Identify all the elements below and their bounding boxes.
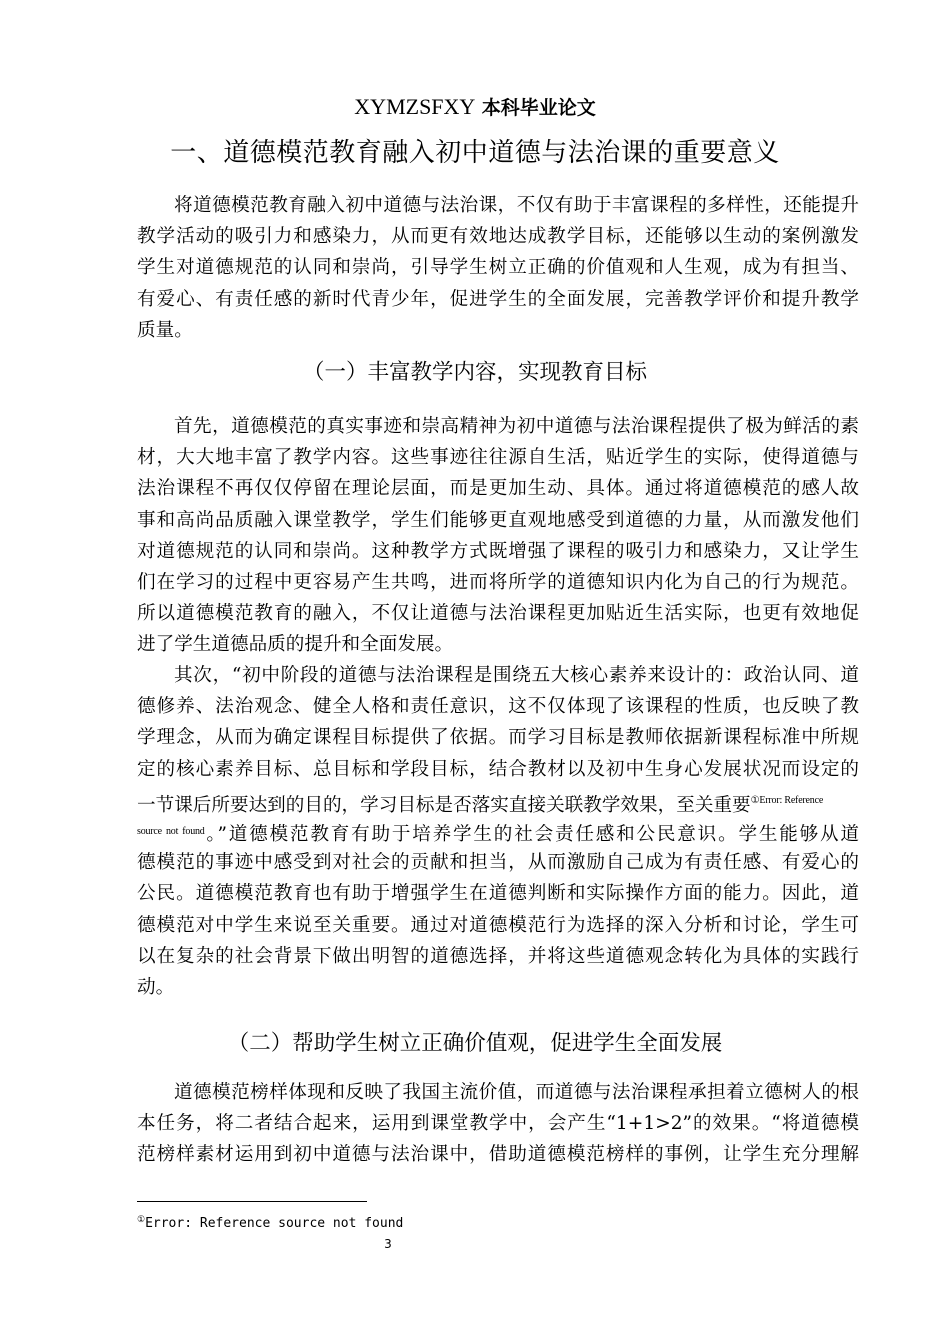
text-line: 所以道德模范教育的融入，不仅让道德与法治课程更加贴近生活实际，也更有效地促 — [137, 603, 859, 625]
subsection-heading-1: （一）丰富教学内容，实现教育目标 — [302, 360, 647, 385]
text-line: 将道德模范教育融入初中道德与法治课，不仅有助于丰富课程的多样性，还能提升 — [174, 195, 859, 216]
footnote-mark: ① — [750, 794, 760, 806]
school-code: XYMZSFXY — [354, 94, 476, 119]
text-line: 首先，道德模范的真实事迹和崇高精神为初中道德与法治课程提供了极为鲜活的素 — [174, 416, 859, 437]
text-line: 以在复杂的社会背景下做出明智的道德选择，并将这些道德观念转化为具体的实践行 — [137, 945, 859, 967]
section-heading: 一、道德模范教育融入初中道德与法治课的重要意义 — [170, 138, 780, 168]
page-number: 3 — [384, 1237, 392, 1251]
text-line: 德修养、法治观念、健全人格和责任意识，这不仅体现了该课程的性质，也反映了教 — [137, 696, 859, 718]
text-line: 学生对道德规范的认同和崇尚，引导学生树立正确的价值观和人生观，成为有担当、 — [137, 257, 859, 279]
text-line: 教学活动的吸引力和感染力，从而更有效地达成教学目标，还能够以生动的案例激发 — [137, 226, 859, 248]
text-line: 德模范对中学生来说至关重要。通过对道德模范行为选择的深入分析和讨论，学生可 — [137, 914, 859, 936]
footnote-text: Error: Reference source not found — [145, 1216, 404, 1231]
text-line: 质量。 — [137, 319, 193, 341]
footnote-mark: ① — [137, 1215, 146, 1225]
footnote-ref-continuation[interactable]: source not found — [137, 825, 205, 837]
text-segment: 一节课后所要达到的目的，学习目标是否落实直接关联教学效果，至关重要 — [137, 794, 751, 816]
text-line: 动。 — [137, 976, 175, 998]
text-line: 学理念，从而为确定课程目标提供了依据。而学习目标是教师依据新课程标准中所规 — [137, 727, 859, 749]
text-line: 对道德规范的认同和崇尚。这种教学方式既增强了课程的吸引力和感染力，又让学生 — [137, 540, 859, 562]
text-segment: 。”道德模范教育有助于培养学生的社会责任感和公民意识。学生能够从道 — [204, 823, 859, 845]
text-line: 德模范的事迹中感受到对社会的贡献和担当，从而激励自己成为有责任感、有爱心的 — [137, 852, 859, 874]
text-line: 事和高尚品质融入课堂教学，学生们能够更直观地感受到道德的力量，从而激发他们 — [137, 509, 859, 531]
text-line: 其次，“初中阶段的道德与法治课程是围绕五大核心素养来设计的：政治认同、道 — [174, 665, 859, 686]
body-paragraph — [137, 660, 859, 1003]
footnote-ref-text: Error: Reference — [759, 794, 824, 806]
text-line: 定的核心素养目标、总目标和学段目标，结合教材以及初中生身心发展状况而设定的 — [137, 758, 859, 780]
text-line: 法治课程不再仅仅停留在理论层面，而是更加生动、具体。通过将道德模范的感人故 — [137, 478, 859, 500]
text-line: 本任务，将二者结合起来，运用到课堂教学中，会产生“1+1>2”的效果。“将道德模 — [137, 1113, 859, 1135]
footnote-reference[interactable] — [751, 795, 823, 806]
text-line-with-footnote — [137, 816, 859, 847]
body-paragraph — [137, 1077, 859, 1171]
body-paragraph — [137, 411, 859, 661]
text-line-with-footnote — [137, 785, 859, 816]
text-line: 公民。道德模范教育也有助于增强学生在道德判断和实际操作方面的能力。因此，道 — [137, 883, 859, 905]
text-line: 范榜样素材运用到初中道德与法治课中，借助道德模范榜样的事例，让学生充分理解 — [137, 1144, 859, 1166]
text-line: 们在学习的过程中更容易产生共鸣，进而将所学的道德知识内化为自己的行为规范。 — [137, 571, 859, 593]
footnote — [137, 1211, 403, 1233]
text-line: 有爱心、有责任感的新时代青少年，促进学生的全面发展，完善教学评价和提升教学 — [137, 288, 859, 310]
text-line: 材，大大地丰富了教学内容。这些事迹往往源自生活，贴近学生的实际，使得道德与 — [137, 447, 859, 469]
footnote-separator — [137, 1201, 367, 1202]
text-line: 道德模范榜样体现和反映了我国主流价值，而道德与法治课程承担着立德树人的根 — [174, 1082, 859, 1103]
subsection-heading-2: （二）帮助学生树立正确价值观，促进学生全面发展 — [227, 1031, 723, 1056]
document-type: 本科毕业论文 — [481, 97, 596, 119]
running-header — [0, 93, 950, 122]
text-line: 进了学生道德品质的提升和全面发展。 — [137, 634, 454, 656]
intro-paragraph — [137, 190, 859, 346]
